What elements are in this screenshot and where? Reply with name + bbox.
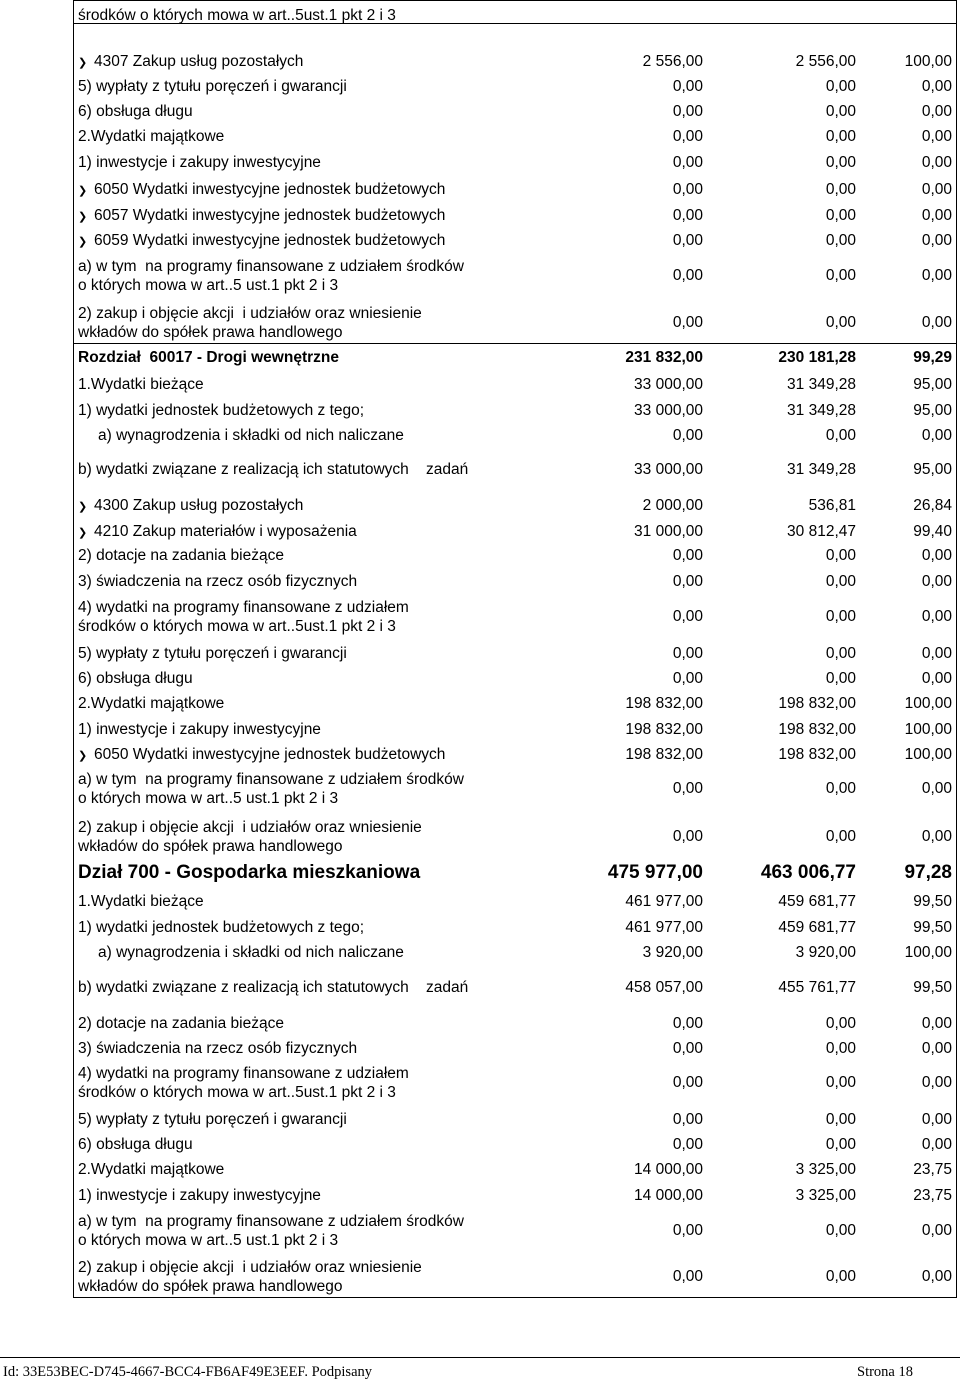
percent-value: 0,00 xyxy=(921,608,952,625)
row-label-text: a) wynagrodzenia i składki od nich naliczane xyxy=(98,427,404,444)
execution-value: 0,00 xyxy=(825,232,856,249)
row-label-text: 6) obsługa długu xyxy=(78,103,193,120)
plan-value: 231 832,00 xyxy=(625,349,703,366)
row-label-text: 1.Wydatki bieżące xyxy=(78,893,204,910)
row-label-text: 4210 Zakup materiałów i wyposażenia xyxy=(94,523,357,540)
plan-value: 2 556,00 xyxy=(642,53,703,70)
plan-value: 0,00 xyxy=(672,1268,703,1285)
execution-value: 30 812,47 xyxy=(787,523,856,540)
row-label-text: 2) dotacje na zadania bieżące xyxy=(78,547,284,564)
row-label xyxy=(78,349,546,367)
plan-value: 33 000,00 xyxy=(634,402,703,419)
footer-divider xyxy=(0,1357,960,1358)
plan-value: 0,00 xyxy=(672,78,703,95)
row-label-text: 2) dotacje na zadania bieżące xyxy=(78,1015,284,1032)
row-label xyxy=(78,304,546,342)
row-label xyxy=(78,670,546,688)
execution-value: 0,00 xyxy=(825,780,856,797)
percent-value: 23,75 xyxy=(913,1161,952,1178)
plan-value: 2 000,00 xyxy=(642,497,703,514)
row-label-text: środków o których mowa w art..5ust.1 pkt 2 i 3 xyxy=(78,7,396,24)
row-label xyxy=(78,376,546,394)
row-label xyxy=(78,103,546,121)
row-label-text: 3) świadczenia na rzecz osób fizycznych xyxy=(78,573,358,590)
execution-value: 0,00 xyxy=(825,128,856,145)
chevron-right-icon: ❯ xyxy=(78,236,88,248)
plan-value: 0,00 xyxy=(672,645,703,662)
row-label xyxy=(78,1187,546,1205)
plan-value: 14 000,00 xyxy=(634,1187,703,1204)
chevron-right-icon: ❯ xyxy=(78,750,88,762)
plan-value: 14 000,00 xyxy=(634,1161,703,1178)
execution-value: 0,00 xyxy=(825,608,856,625)
plan-value: 0,00 xyxy=(672,573,703,590)
execution-value: 31 349,28 xyxy=(787,461,856,478)
percent-value: 0,00 xyxy=(921,207,952,224)
percent-value: 99,50 xyxy=(913,893,952,910)
plan-value: 0,00 xyxy=(672,232,703,249)
percent-value: 0,00 xyxy=(921,1040,952,1057)
percent-value: 0,00 xyxy=(921,1222,952,1239)
row-label xyxy=(78,78,546,96)
plan-value: 0,00 xyxy=(672,1111,703,1128)
percent-value: 0,00 xyxy=(921,1136,952,1153)
row-label xyxy=(78,1258,546,1296)
row-label xyxy=(78,919,546,937)
row-label-text: 5) wypłaty z tytułu poręczeń i gwarancji xyxy=(78,1111,347,1128)
percent-value: 0,00 xyxy=(921,1015,952,1032)
row-label xyxy=(78,864,546,882)
row-label-text: Dział 700 - Gospodarka mieszkaniowa xyxy=(78,862,421,883)
row-label-text: 6057 Wydatki inwestycyjne jednostek budżetowych xyxy=(94,207,446,224)
row-label xyxy=(78,53,546,72)
percent-value: 0,00 xyxy=(921,267,952,284)
percent-value: 100,00 xyxy=(904,746,952,763)
percent-value: 0,00 xyxy=(921,828,952,845)
execution-value: 0,00 xyxy=(825,828,856,845)
row-label-text: 1.Wydatki bieżące xyxy=(78,376,204,393)
percent-value: 0,00 xyxy=(921,645,952,662)
row-label xyxy=(78,1040,546,1058)
execution-value: 198 832,00 xyxy=(778,721,856,738)
row-label xyxy=(78,645,546,663)
row-label xyxy=(78,547,546,565)
row-label xyxy=(78,1161,546,1179)
plan-value: 0,00 xyxy=(672,267,703,284)
row-label-text: 6050 Wydatki inwestycyjne jednostek budżetowych xyxy=(94,181,446,198)
execution-value: 459 681,77 xyxy=(778,893,856,910)
row-label xyxy=(78,402,546,420)
execution-value: 0,00 xyxy=(825,547,856,564)
plan-value: 0,00 xyxy=(672,314,703,331)
execution-value: 3 920,00 xyxy=(795,944,856,961)
row-label-text: 6050 Wydatki inwestycyjne jednostek budżetowych xyxy=(94,746,446,763)
execution-value: 2 556,00 xyxy=(795,53,856,70)
plan-value: 0,00 xyxy=(672,427,703,444)
plan-value: 31 000,00 xyxy=(634,523,703,540)
row-label xyxy=(78,523,546,542)
row-label-text: b) wydatki związane z realizacją ich statutowych zadań xyxy=(78,979,469,996)
execution-value: 455 761,77 xyxy=(778,979,856,996)
row-label xyxy=(78,770,546,808)
budget-table xyxy=(73,0,957,1298)
row-label-text: 1) wydatki jednostek budżetowych z tego; xyxy=(78,919,365,936)
row-label-text: 5) wypłaty z tytułu poręczeń i gwarancji xyxy=(78,78,347,95)
plan-value: 0,00 xyxy=(672,1074,703,1091)
row-label-text: 1) inwestycje i zakupy inwestycyjne xyxy=(78,1187,321,1204)
row-label-text: 6) obsługa długu xyxy=(78,1136,193,1153)
plan-value: 0,00 xyxy=(672,670,703,687)
execution-value: 0,00 xyxy=(825,181,856,198)
percent-value: 100,00 xyxy=(904,53,952,70)
document-id: Id: 33E53BEC-D745-4667-BCC4-FB6AF49E3EEF. Podpisany xyxy=(3,1364,373,1380)
percent-value: 95,00 xyxy=(913,402,952,419)
row-label xyxy=(78,154,546,172)
row-label xyxy=(78,497,546,516)
percent-value: 0,00 xyxy=(921,314,952,331)
percent-value: 95,00 xyxy=(913,461,952,478)
row-label-text: 2.Wydatki majątkowe xyxy=(78,695,225,712)
plan-value: 0,00 xyxy=(672,207,703,224)
row-label xyxy=(78,979,546,997)
percent-value: 0,00 xyxy=(921,1268,952,1285)
execution-value: 0,00 xyxy=(825,573,856,590)
plan-value: 0,00 xyxy=(672,1136,703,1153)
execution-value: 0,00 xyxy=(825,103,856,120)
percent-value: 99,50 xyxy=(913,979,952,996)
plan-value: 198 832,00 xyxy=(625,746,703,763)
chevron-right-icon: ❯ xyxy=(78,211,88,223)
page-number: Strona 18 xyxy=(857,1364,913,1380)
percent-value: 0,00 xyxy=(921,181,952,198)
percent-value: 0,00 xyxy=(921,547,952,564)
execution-value: 0,00 xyxy=(825,314,856,331)
row-label-text: 6) obsługa długu xyxy=(78,670,193,687)
row-label xyxy=(78,232,546,251)
chevron-right-icon: ❯ xyxy=(78,185,88,197)
execution-value: 31 349,28 xyxy=(787,402,856,419)
row-label-text: 2) zakup i objęcie akcji i udziałów oraz wniesienie wkładów do spółek prawa handlowego xyxy=(78,305,422,341)
row-label-text: 4) wydatki na programy finansowane z udziałem środków o których mowa w art..5ust.1 pkt 2 i 3 xyxy=(78,599,409,635)
plan-value: 0,00 xyxy=(672,1015,703,1032)
execution-value: 0,00 xyxy=(825,670,856,687)
percent-value: 99,50 xyxy=(913,919,952,936)
row-label xyxy=(78,257,546,295)
row-label-text: a) wynagrodzenia i składki od nich naliczane xyxy=(98,944,404,961)
percent-value: 100,00 xyxy=(904,944,952,961)
plan-value: 33 000,00 xyxy=(634,376,703,393)
percent-value: 95,00 xyxy=(913,376,952,393)
plan-value: 0,00 xyxy=(672,154,703,171)
percent-value: 0,00 xyxy=(921,232,952,249)
execution-value: 0,00 xyxy=(825,267,856,284)
row-label xyxy=(78,461,546,479)
row-label xyxy=(78,128,546,146)
row-label xyxy=(78,7,546,25)
plan-value: 0,00 xyxy=(672,103,703,120)
row-label-text: 1) inwestycje i zakupy inwestycyjne xyxy=(78,154,321,171)
percent-value: 0,00 xyxy=(921,1074,952,1091)
plan-value: 461 977,00 xyxy=(625,893,703,910)
row-label xyxy=(78,1136,546,1154)
plan-value: 461 977,00 xyxy=(625,919,703,936)
execution-value: 198 832,00 xyxy=(778,695,856,712)
row-label xyxy=(78,207,546,226)
percent-value: 0,00 xyxy=(921,670,952,687)
percent-value: 0,00 xyxy=(921,128,952,145)
chevron-right-icon: ❯ xyxy=(78,527,88,539)
row-label xyxy=(78,573,546,591)
execution-value: 463 006,77 xyxy=(760,862,856,883)
plan-value: 458 057,00 xyxy=(625,979,703,996)
execution-value: 0,00 xyxy=(825,1136,856,1153)
execution-value: 3 325,00 xyxy=(795,1187,856,1204)
execution-value: 0,00 xyxy=(825,1111,856,1128)
row-label xyxy=(78,1015,546,1033)
percent-value: 0,00 xyxy=(921,78,952,95)
plan-value: 475 977,00 xyxy=(607,862,703,883)
execution-value: 459 681,77 xyxy=(778,919,856,936)
execution-value: 0,00 xyxy=(825,1268,856,1285)
plan-value: 0,00 xyxy=(672,181,703,198)
plan-value: 33 000,00 xyxy=(634,461,703,478)
execution-value: 31 349,28 xyxy=(787,376,856,393)
row-label-text: a) w tym na programy finansowane z udziałem środków o których mowa w art..5 ust.1 pkt 2 i 3 xyxy=(78,771,464,807)
row-label xyxy=(98,427,566,445)
row-label xyxy=(78,1212,546,1250)
row-label xyxy=(78,1111,546,1129)
row-label xyxy=(78,893,546,911)
plan-value: 0,00 xyxy=(672,608,703,625)
row-label-text: 2) zakup i objęcie akcji i udziałów oraz wniesienie wkładów do spółek prawa handlowego xyxy=(78,1259,422,1295)
execution-value: 0,00 xyxy=(825,427,856,444)
percent-value: 23,75 xyxy=(913,1187,952,1204)
plan-value: 3 920,00 xyxy=(642,944,703,961)
row-label xyxy=(78,721,546,739)
row-label-text: 4307 Zakup usług pozostałych xyxy=(94,53,304,70)
chevron-right-icon: ❯ xyxy=(78,501,88,513)
row-label xyxy=(78,181,546,200)
percent-value: 100,00 xyxy=(904,695,952,712)
row-label-text: 4300 Zakup usług pozostałych xyxy=(94,497,304,514)
execution-value: 198 832,00 xyxy=(778,746,856,763)
row-label-text: 6059 Wydatki inwestycyjne jednostek budżetowych xyxy=(94,232,446,249)
percent-value: 100,00 xyxy=(904,721,952,738)
plan-value: 0,00 xyxy=(672,828,703,845)
row-label xyxy=(78,1064,546,1102)
plan-value: 0,00 xyxy=(672,547,703,564)
plan-value: 198 832,00 xyxy=(625,721,703,738)
execution-value: 0,00 xyxy=(825,1040,856,1057)
execution-value: 0,00 xyxy=(825,78,856,95)
row-label-text: 2.Wydatki majątkowe xyxy=(78,1161,225,1178)
row-label-text: 1) wydatki jednostek budżetowych z tego; xyxy=(78,402,365,419)
row-label-text: 2) zakup i objęcie akcji i udziałów oraz wniesienie wkładów do spółek prawa handlowego xyxy=(78,819,422,855)
row-label-text: 1) inwestycje i zakupy inwestycyjne xyxy=(78,721,321,738)
percent-value: 99,29 xyxy=(913,349,952,366)
percent-value: 0,00 xyxy=(921,427,952,444)
percent-value: 26,84 xyxy=(913,497,952,514)
plan-value: 0,00 xyxy=(672,780,703,797)
plan-value: 0,00 xyxy=(672,1040,703,1057)
plan-value: 0,00 xyxy=(672,128,703,145)
row-label-text: 4) wydatki na programy finansowane z udziałem środków o których mowa w art..5ust.1 pkt 2 i 3 xyxy=(78,1065,409,1101)
percent-value: 0,00 xyxy=(921,154,952,171)
row-label-text: Rozdział 60017 - Drogi wewnętrzne xyxy=(78,349,339,366)
plan-value: 198 832,00 xyxy=(625,695,703,712)
percent-value: 0,00 xyxy=(921,1111,952,1128)
row-label xyxy=(78,695,546,713)
percent-value: 0,00 xyxy=(921,780,952,797)
execution-value: 0,00 xyxy=(825,645,856,662)
execution-value: 3 325,00 xyxy=(795,1161,856,1178)
execution-value: 0,00 xyxy=(825,154,856,171)
row-label-text: 3) świadczenia na rzecz osób fizycznych xyxy=(78,1040,358,1057)
plan-value: 0,00 xyxy=(672,1222,703,1239)
chevron-right-icon: ❯ xyxy=(78,57,88,69)
percent-value: 97,28 xyxy=(904,862,952,883)
row-label-text: 2.Wydatki majątkowe xyxy=(78,128,225,145)
execution-value: 230 181,28 xyxy=(778,349,856,366)
row-label-text: a) w tym na programy finansowane z udziałem środków o których mowa w art..5 ust.1 pkt 2 i 3 xyxy=(78,1213,464,1249)
row-label xyxy=(78,598,546,636)
execution-value: 0,00 xyxy=(825,1222,856,1239)
row-label xyxy=(98,944,566,962)
percent-value: 99,40 xyxy=(913,523,952,540)
execution-value: 0,00 xyxy=(825,1015,856,1032)
row-label-text: a) w tym na programy finansowane z udziałem środków o których mowa w art..5 ust.1 pkt 2 i 3 xyxy=(78,258,464,294)
row-label-text: 5) wypłaty z tytułu poręczeń i gwarancji xyxy=(78,645,347,662)
row-label xyxy=(78,818,546,856)
row-label-text: b) wydatki związane z realizacją ich statutowych zadań xyxy=(78,461,469,478)
row-label xyxy=(78,746,546,765)
percent-value: 0,00 xyxy=(921,573,952,590)
execution-value: 0,00 xyxy=(825,207,856,224)
percent-value: 0,00 xyxy=(921,103,952,120)
execution-value: 0,00 xyxy=(825,1074,856,1091)
table-rule xyxy=(74,343,956,344)
page-footer xyxy=(0,1364,960,1384)
execution-value: 536,81 xyxy=(808,497,856,514)
